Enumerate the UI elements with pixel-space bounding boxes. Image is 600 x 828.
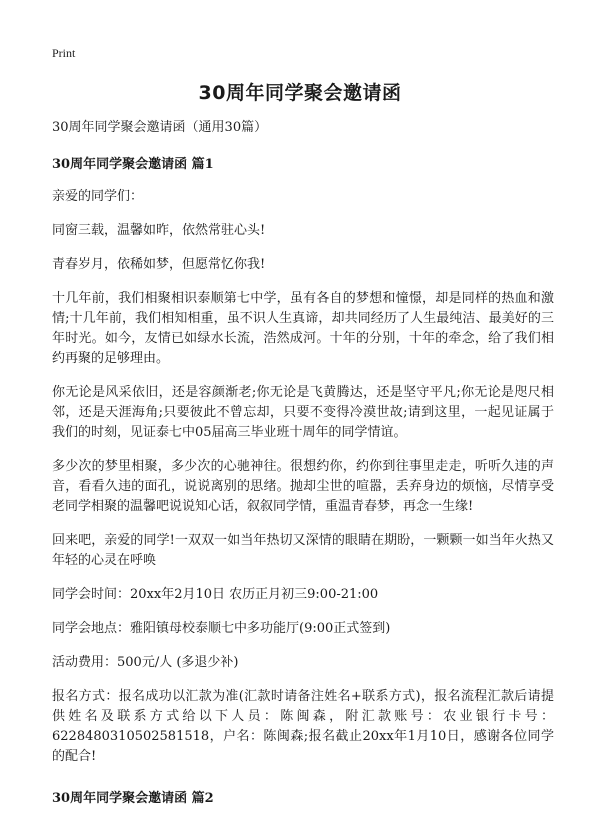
article-body bbox=[52, 118, 554, 821]
print-link[interactable]: Print bbox=[52, 46, 76, 60]
event-location: 同学会地点：雅阳镇母校泰顺七中多功能厅(9:00正式签到) bbox=[52, 621, 391, 636]
event-fee: 活动费用：500元/人 (多退少补) bbox=[52, 655, 239, 670]
paragraph: 青春岁月，依稀如梦，但愿常忆你我! bbox=[52, 257, 266, 272]
paragraph: 亲爱的同学们： bbox=[52, 189, 144, 204]
section-heading: 30周年同学聚会邀请函 篇2 bbox=[52, 791, 214, 806]
paragraph: 回来吧，亲爱的同学!一双双一如当年热切又深情的眼睛在期盼，一颗颗一如当年火热又年轻的心灵在呼唤 bbox=[52, 533, 554, 568]
event-time: 同学会时间：20xx年2月10日 农历正月初三9:00-21:00 bbox=[52, 587, 379, 602]
paragraph: 同窗三载，温馨如昨，依然常驻心头! bbox=[52, 223, 266, 238]
registration-info: 报名方式：报名成功以汇款为准(汇款时请备注姓名+联系方式)，报名流程汇款后请提供姓名及联系方式给以下人员：陈闽森，附汇款账号：农业银行卡号：6228480310502581518，户名：陈闽森;报名截止20xx年1月10日，感谢各位同学的配合! bbox=[52, 689, 554, 764]
article-subtitle: 30周年同学聚会邀请函（通用30篇） bbox=[52, 120, 268, 135]
page-title: 30周年同学聚会邀请函 bbox=[198, 82, 402, 104]
section-heading: 30周年同学聚会邀请函 篇1 bbox=[52, 157, 214, 172]
paragraph: 十几年前，我们相聚相识泰顺第七中学，虽有各自的梦想和憧憬，却是同样的热血和激情;十几年前，我们相知相重，虽不识人生真谛，却共同经历了人生最纯洁、最美好的三年时光。如今，友情已如绿水长流，浩然成河。十年的分别，十年的牵念，给了我们相约再聚的足够理由。 bbox=[52, 291, 554, 366]
paragraph: 多少次的梦里相聚，多少次的心驰神往。很想约你，约你到往事里走走，听听久违的声音，看看久违的面孔，说说离别的思绪。抛却尘世的喧嚣，丢弃身边的烦恼，尽情享受老同学相聚的温馨吧说说知心话，叙叙同学情，重温青春梦，再念一生缘! bbox=[52, 459, 554, 514]
paragraph: 你无论是风采依旧，还是容颜渐老;你无论是飞黄腾达，还是坚守平凡;你无论是咫尺相邻，还是天涯海角;只要彼此不曾忘却，只要不变得冷漠世故;请到这里，一起见证属于我们的时刻，见证泰七中05届高三毕业班十周年的同学情谊。 bbox=[52, 385, 554, 440]
